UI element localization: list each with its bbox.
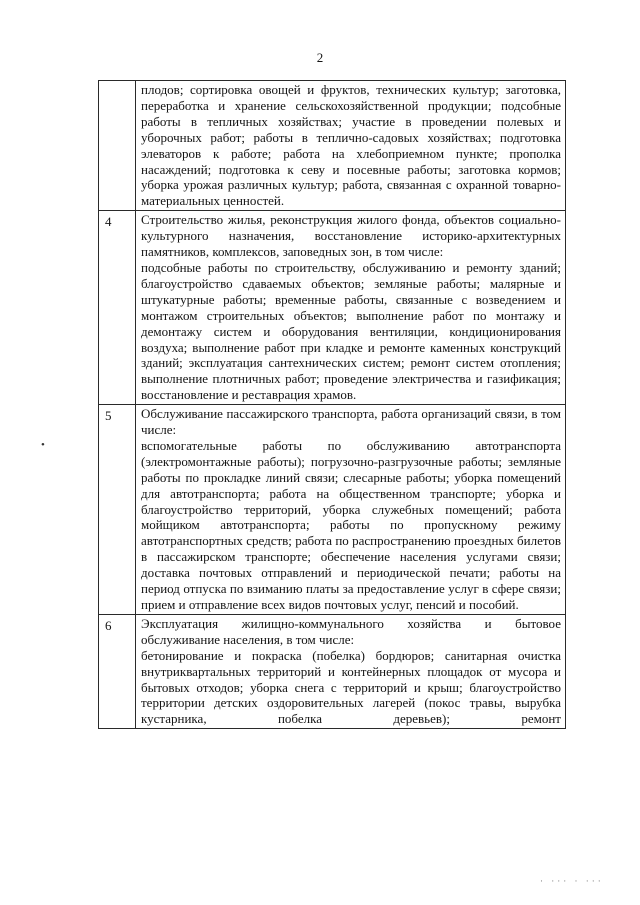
row-number: 5 xyxy=(99,405,136,615)
page-number: 2 xyxy=(316,50,324,65)
row-number: 6 xyxy=(99,614,136,728)
row-paragraph: вспомогательные работы по обслуживанию автотранспорта (электромонтажные работы); погрузочно-разгрузочные работы; земляные работы по прокладке линий связи; слесарные работы; уборка помещений для автотранспорта; работа на общественном транспорте; уборка и благоустройство территорий, уборка служебных помещений; работа мойщиком автотранспорта; работы по пропускному режиму автотранспортных средств; работа по распространению проездных билетов в пассажирском транспорте; обеспечение населения услугами связи; доставка почтовых отправлений и периодической печати; работы на период отпуска по взиманию платы за предоставление услуг в сфере связи; прием и отправление всех видов почтовых услуг, пенсий и пособий. xyxy=(141,437,561,612)
row-heading-paragraph: Эксплуатация жилищно-коммунального хозяйства и бытовое обслуживание населения, в том числе: xyxy=(141,615,561,647)
row-paragraph: подсобные работы по строительству, обслуживанию и ремонту зданий; благоустройство сдаваемых объектов; земляные работы; малярные и штукатурные работы; временные работы, связанные с возведением и монтажом строительных объектов; выполнение работ по монтажу и демонтажу систем и оборудования вентиляции, кондиционирования воздуха; выполнение работ при кладке и ремонте каменных конструкций зданий; эксплуатация сантехнических систем; ремонт систем отопления; выполнение плотничных работ; проведение электричества и газификация; восстановление и реставрация храмов. xyxy=(141,259,561,403)
table-row xyxy=(99,614,566,728)
table-row xyxy=(99,211,566,405)
row-number xyxy=(99,81,136,211)
margin-mark: • xyxy=(41,439,45,451)
footer-scan-dots: · ··· · ··· xyxy=(540,876,604,886)
row-description xyxy=(136,614,566,728)
table-row xyxy=(99,81,566,211)
row-heading-paragraph: Строительство жилья, реконструкция жилого фонда, объектов социально-культурного назначения, восстановление историко-архитектурных памятников, комплексов, заповедных зон, в том числе: xyxy=(141,212,561,260)
activities-table xyxy=(98,80,566,729)
row-description xyxy=(136,211,566,405)
table-row xyxy=(99,405,566,615)
row-description xyxy=(136,81,566,211)
row-number: 4 xyxy=(99,211,136,405)
row-description xyxy=(136,405,566,615)
row-heading-paragraph: Обслуживание пассажирского транспорта, работа организаций связи, в том числе: xyxy=(141,406,561,438)
row-paragraph: бетонирование и покраска (побелка) бордюров; санитарная очистка внутриквартальных территорий и контейнерных площадок от мусора и бытовых отходов; уборка снега с территорий и крыш; благоустройство территории детских оздоровительных лагерей (покос травы, вырубка кустарника, побелка деревьев); ремонт xyxy=(141,647,561,727)
row-paragraph: плодов; сортировка овощей и фруктов, технических культур; заготовка, переработка и хранение сельскохозяйственной продукции; подсобные работы в тепличных хозяйствах; участие в проведении полевых и уборочных работ; работы в теплично-садовых хозяйствах; подготовка элеваторов к работе; работа на хлебоприемном пункте; прополка насаждений; подготовка к севу и посевные работы; заготовка кормов; уборка урожая различных культур; работа, связанная с охранной товарно-материальных ценностей. xyxy=(141,82,561,209)
